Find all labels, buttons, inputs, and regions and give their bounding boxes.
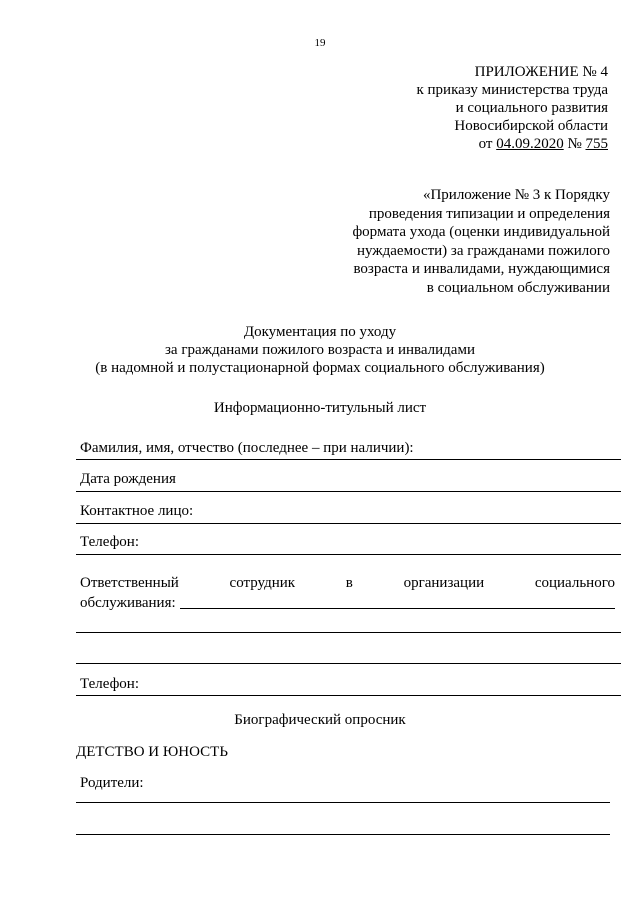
order-date: 04.09.2020 — [496, 136, 564, 152]
contact-person-line[interactable] — [76, 523, 621, 524]
bio-questionnaire-title: Биографический опросник — [234, 712, 406, 728]
birth-date-line[interactable] — [76, 491, 621, 492]
full-name-line[interactable] — [76, 459, 621, 460]
responsible-label — [80, 575, 615, 592]
annex-date-line — [416, 135, 608, 153]
section-heading: ДЕТСТВО И ЮНОСТЬ — [76, 744, 228, 760]
responsible-line-extra[interactable] — [76, 632, 621, 633]
phone-label: Телефон: — [80, 534, 139, 550]
number-sign: № — [563, 136, 586, 152]
order-number: 755 — [585, 136, 608, 152]
quote-line: формата ухода (оценки индивидуальной — [352, 224, 610, 240]
phone-line[interactable] — [76, 695, 621, 696]
parents-label: Родители: — [80, 775, 144, 791]
sheet-title: Информационно-титульный лист — [213, 400, 427, 416]
phone-line[interactable] — [76, 554, 621, 555]
date-prefix: от — [478, 136, 497, 152]
quote-line: в социальном обслуживании — [426, 279, 610, 296]
annex-line: Новосибирской области — [454, 118, 608, 134]
contact-person-label: Контактное лицо: — [80, 503, 194, 519]
parents-line[interactable] — [76, 802, 610, 803]
parents-line[interactable] — [76, 834, 610, 835]
annex-title: ПРИЛОЖЕНИЕ № 4 — [474, 64, 608, 80]
annex-line: к приказу министерства труда — [416, 82, 608, 98]
responsible-word: социального — [534, 575, 615, 591]
quote-block — [352, 186, 610, 297]
phone-label: Телефон: — [80, 676, 139, 692]
responsible-word: организации — [403, 575, 485, 591]
title-line: (в надомной и полустационарной формах социального обслуживания) — [95, 360, 545, 376]
quote-line: возраста и инвалидами, нуждающимися — [353, 261, 610, 277]
responsible-word: Ответственный — [80, 575, 179, 591]
quote-line: нуждаемости) за гражданами пожилого — [356, 242, 610, 259]
document-title — [0, 323, 640, 377]
responsible-word: сотрудник — [229, 575, 296, 591]
title-line: Документация по уходу — [243, 324, 397, 340]
responsible-line-extra[interactable] — [76, 663, 621, 664]
quote-line: «Приложение № 3 к Порядку — [422, 187, 610, 203]
annex-header — [416, 63, 608, 153]
page-number: 19 — [314, 37, 326, 49]
responsible-word: в — [345, 575, 353, 591]
title-line: за гражданами пожилого возраста и инвалидами — [164, 342, 475, 358]
birth-date-label: Дата рождения — [80, 471, 176, 487]
responsible-label-cont: обслуживания: — [80, 595, 176, 611]
responsible-line[interactable] — [180, 608, 615, 609]
full-name-label: Фамилия, имя, отчество (последнее – при наличии): — [80, 440, 414, 456]
quote-line: проведения типизации и определения — [368, 205, 610, 222]
annex-line: и социального развития — [455, 100, 608, 116]
